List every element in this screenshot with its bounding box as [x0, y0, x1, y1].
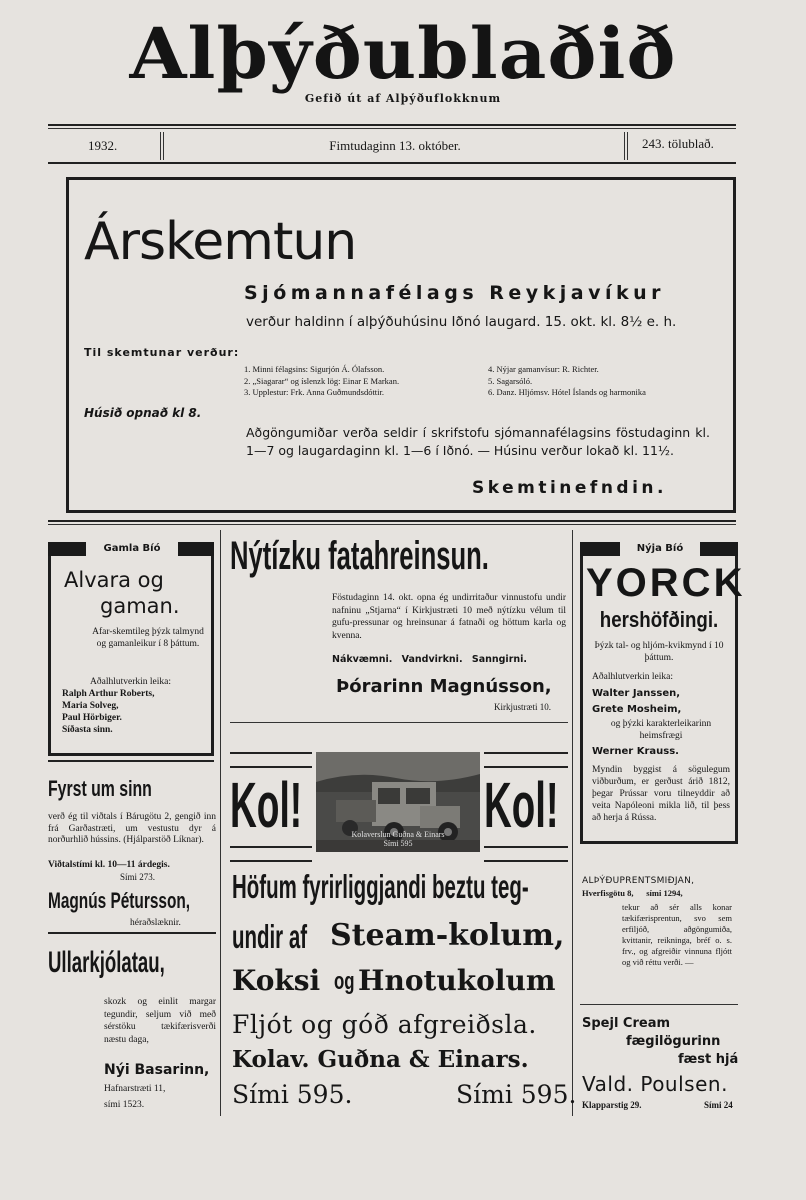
wool-address: Hafnarstræti 11,: [104, 1084, 166, 1094]
nyja-cast-1: Walter Janssen,: [592, 688, 681, 699]
cream-phone: Sími 24: [704, 1100, 733, 1110]
gamla-desc: Afar-skemtileg þýzk talmynd og gamanleikur í 8 þáttum.: [92, 627, 204, 649]
coal-line-3a: Koksi: [232, 964, 321, 997]
nyja-cast-2: Grete Mosheim,: [592, 704, 682, 715]
doctor-name: Magnús Pétursson,: [48, 888, 191, 913]
print-name: ALÞÝÐUPRENTSMIÐJAN,: [582, 876, 695, 886]
gamla-cast-label: Aðalhlutverkin leika:: [90, 677, 171, 687]
cream-street: Klapparstig 29.: [582, 1100, 642, 1110]
doctor-heading: Fyrst um sinn: [48, 776, 152, 801]
wool-shop: Nýi Basarinn,: [104, 1062, 210, 1078]
dateline-day: Fimtudaginn 13. október.: [329, 138, 461, 153]
dateline-issue: 243. tölublað.: [642, 136, 714, 151]
masthead-tagline: Gefið út af Alþýðuflokknum: [304, 92, 502, 105]
kol-left: Kol!: [230, 769, 303, 841]
arskemtun-heading: Árskemtun: [84, 212, 357, 272]
doors-open: Húsið opnað kl 8.: [84, 406, 202, 420]
arskemtun-org: Sjómannafélags Reykjavíkur: [244, 282, 666, 304]
doctor-title: héraðslæknir.: [130, 918, 181, 928]
wool-text: skozk og einlit margar tegundir, seljum við með sérstöku tækifærisverði næstu daga,: [104, 997, 216, 1045]
print-address: Hverfisgötu 8, sími 1294,: [582, 888, 683, 898]
gamla-cast: Ralph Arthur Roberts, Maria Solveg, Paul Hörbiger. Síðasta sinn.: [62, 689, 155, 735]
nyja-desc: Þýzk tal- og hljóm-kvikmynd í 10 þáttum.: [594, 641, 724, 663]
cream-line-2: fægilögurinn: [626, 1034, 721, 1049]
coal-line-2a: undir af: [232, 918, 308, 955]
doctor-text: verð ég til viðtals í Bárugötu 2, gengið inn frá Garðastræti, um vestustu dyr á norðurhlið hússins. (Hjálparstöð Líknar).: [48, 812, 216, 845]
wool-heading: Ullarkjólatau,: [48, 946, 165, 979]
nyja-plot: Myndin byggist á sögulegum viðburðum, er gerðust árið 1812, þegar Prússar voru tilneyddir að veita Napóleoni mikla lið, til þess að herja á Rússa.: [592, 765, 730, 823]
cleaning-name: Þórarinn Magnússon,: [336, 676, 552, 697]
gamla-title-1: Alvara og: [64, 568, 164, 592]
nyja-cast-4: Werner Krauss.: [592, 746, 679, 757]
doctor-phone: Sími 273.: [120, 872, 156, 882]
doctor-hours: Viðtalstími kl. 10—11 árdegis.: [48, 860, 170, 870]
print-text: tekur að sér alls konar tækifærisprentun, svo sem erfiljóð, aðgöngumiða, kvittanir, reikninga, bréf o. s. frv., og afgreiðir vinnuna fljótt og við réttu verði. —: [622, 902, 732, 967]
cream-line-3: fæst hjá: [678, 1052, 739, 1067]
program-right: 4. Nýjar gamanvísur: R. Richter. 5. Sagarsóló. 6. Danz. Hljómsv. Hótel Íslands og harmonika: [488, 364, 646, 397]
coal-image-caption: Kolaverslun Guðna & Einars Sími 595: [351, 830, 445, 848]
wool-phone: sími 1523.: [104, 1100, 145, 1110]
nyja-cast-3: og þýzki karakterleikarinn heimsfrægi: [610, 719, 712, 741]
cleaning-text: Föstudaginn 14. okt. opna ég undirritaður vinnustofu undir nafninu „Stjarna“ í Kirkjustræti 10 með nýtízku vélum til gufu-pressunar og hreinsunar á fatnaði og höttum karla og kvenna.: [332, 593, 566, 641]
coal-line-4: Fljót og góð afgreiðsla.: [232, 1010, 537, 1039]
coal-phone-right: Sími 595.: [456, 1080, 577, 1109]
nyja-title-2: hershöfðingi.: [599, 607, 719, 632]
coal-line-2b: Steam-kolum,: [330, 918, 565, 953]
cleaning-slogan: Nákvæmni. Vandvirkni. Sanngirni.: [332, 654, 528, 665]
coal-line-3c: Hnotukolum: [358, 964, 556, 997]
cleaning-address: Kirkjustræti 10.: [494, 702, 552, 712]
coal-line-3b: og: [334, 968, 355, 995]
kol-right: Kol!: [484, 769, 559, 841]
nyja-cast-label: Aðalhlutverkin leika:: [592, 672, 673, 682]
nyja-bio-header: Nýja Bíó: [620, 542, 700, 556]
ticket-info: Aðgöngumiðar verða seldir í skrifstofu sjómannafélagsins föstudaginn kl. 1—7 og laugardaginn kl. 1—6 í Iðnó. — Húsinu verður lokað kl. 11½.: [246, 425, 710, 458]
coal-line-1: Höfum fyrirliggjandi beztu teg-: [232, 868, 529, 905]
program-left: 1. Minni félagsins: Sigurjón Á. Ólafsson. 2. „Siagarar“ og íslenzk lög: Einar E Markan. 3. Upplestur: Frk. Anna Guðmundsdóttir.: [244, 364, 400, 397]
cleaning-heading: Nýtízku fatahreinsun.: [230, 534, 489, 578]
program-label: Til skemtunar verður:: [84, 346, 240, 359]
masthead-title: Alþýðublaðið: [129, 12, 677, 95]
gamla-bio-header: Gamla Bíó: [86, 542, 178, 556]
cream-name: Vald. Poulsen.: [582, 1072, 728, 1096]
cream-line-1: Spejl Cream: [582, 1016, 671, 1031]
coal-phone-left: Sími 595.: [232, 1080, 353, 1109]
gamla-title-2: gaman.: [100, 594, 180, 618]
coal-line-5: Kolav. Guðna & Einars.: [232, 1046, 529, 1073]
arskemtun-held: verður haldinn í alþýðuhúsinu Iðnó laugard. 15. okt. kl. 8½ e. h.: [246, 314, 677, 330]
nyja-title-1: YORCK: [586, 561, 746, 605]
arskemtun-signature: Skemtinefndin.: [472, 478, 667, 498]
dateline-year: 1932.: [88, 138, 118, 153]
